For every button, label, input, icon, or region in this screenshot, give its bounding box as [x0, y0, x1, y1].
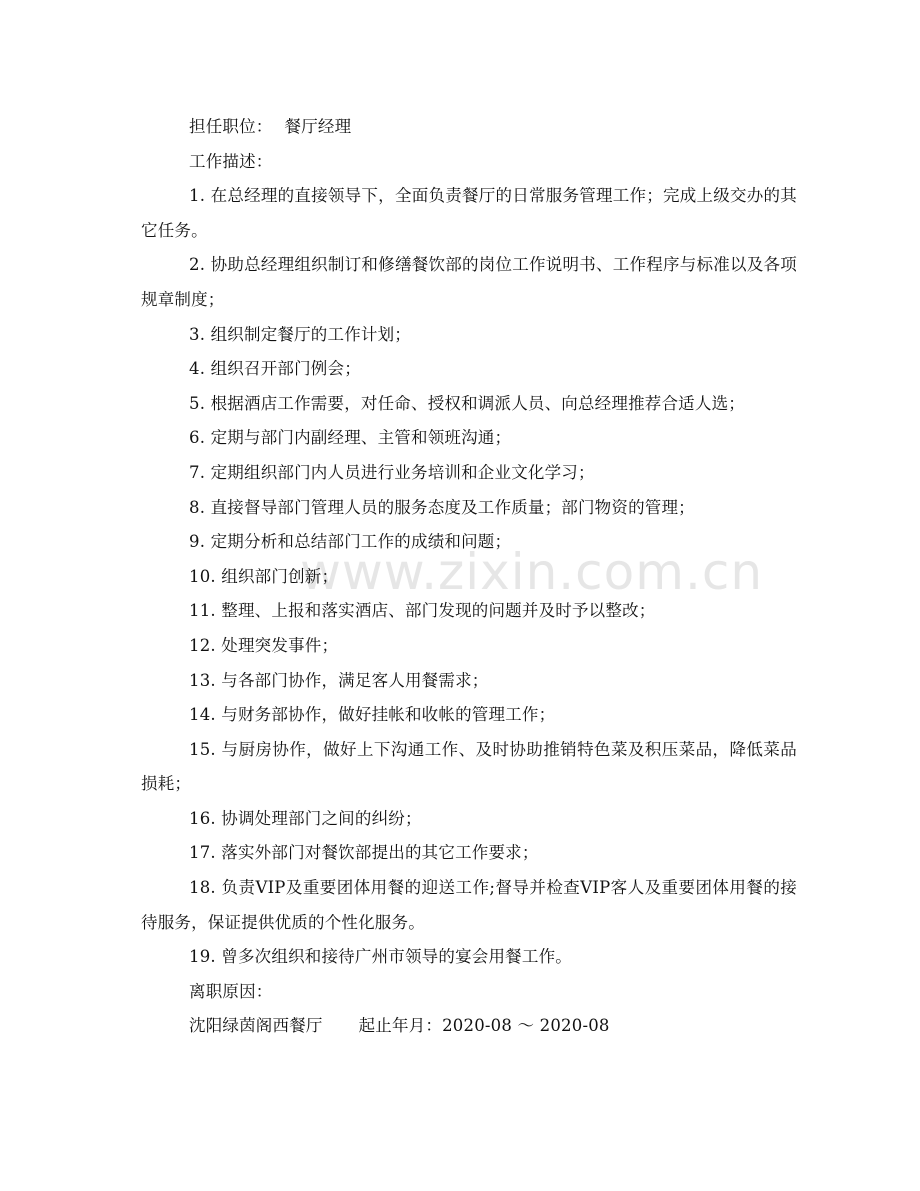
- duty-item-13: 13. 与各部门协作，满足客人用餐需求；: [189, 670, 489, 690]
- duty-item-15: 15. 与厨房协作，做好上下沟通工作、及时协助推销特色菜及积压菜品，降低菜品损耗；: [141, 739, 797, 794]
- duty-item-16: 16. 协调处理部门之间的纠纷；: [189, 808, 422, 828]
- watermark: www.zixin.com.cn: [300, 543, 764, 601]
- duty-item-19: 19. 曾多次组织和接待广州市领导的宴会用餐工作。: [189, 947, 572, 967]
- position-value: 餐厅经理: [284, 117, 352, 136]
- document-body: [141, 110, 797, 1044]
- duty-item-3: 3. 组织制定餐厅的工作计划；: [189, 324, 411, 344]
- description-label: 工作描述：: [189, 151, 273, 171]
- duty-item-1: 1. 在总经理的直接领导下，全面负责餐厅的日常服务管理工作；完成上级交办的其它任务。: [141, 186, 797, 240]
- leave-reason-label: 离职原因：: [189, 981, 273, 1001]
- duty-item-9: 9. 定期分析和总结部门工作的成绩和问题；: [189, 532, 512, 552]
- position-line: [141, 110, 797, 145]
- duty-item-12: 12. 处理突发事件；: [189, 635, 339, 655]
- duty-item-17: 17. 落实外部门对餐饮部提出的其它工作要求；: [189, 843, 539, 863]
- duty-item-4: 4. 组织召开部门例会；: [189, 359, 361, 379]
- duty-item-18: 18. 负责VIP及重要团体用餐的迎送工作;督导并检查VIP客人及重要团体用餐的接待服务，保证提供优质的个性化服务。: [141, 878, 797, 932]
- duty-item-14: 14. 与财务部协作，做好挂帐和收帐的管理工作；: [189, 705, 556, 725]
- duty-item-11: 11. 整理、上报和落实酒店、部门发现的问题并及时予以整改；: [189, 601, 656, 621]
- duty-item-8: 8. 直接督导部门管理人员的服务态度及工作质量；部门物资的管理；: [189, 497, 695, 517]
- duty-item-7: 7. 定期组织部门内人员进行业务培训和企业文化学习；: [189, 462, 595, 482]
- duty-item-6: 6. 定期与部门内副经理、主管和领班沟通；: [189, 428, 512, 448]
- duty-item-5: 5. 根据酒店工作需要，对任命、授权和调派人员、向总经理推荐合适人选；: [189, 393, 745, 413]
- company-name: 沈阳绿茵阁西餐厅: [189, 1016, 323, 1036]
- employment-line: [141, 1009, 797, 1044]
- position-label: 担任职位：: [189, 117, 273, 136]
- period-value: 2020-08 ～ 2020-08: [442, 1016, 610, 1036]
- duty-item-2: 2. 协助总经理组织制订和修缮餐饮部的岗位工作说明书、工作程序与标准以及各项规章制度；: [141, 255, 797, 309]
- duty-item-10: 10. 组织部门创新；: [189, 566, 339, 586]
- period-label: 起止年月：: [358, 1016, 443, 1036]
